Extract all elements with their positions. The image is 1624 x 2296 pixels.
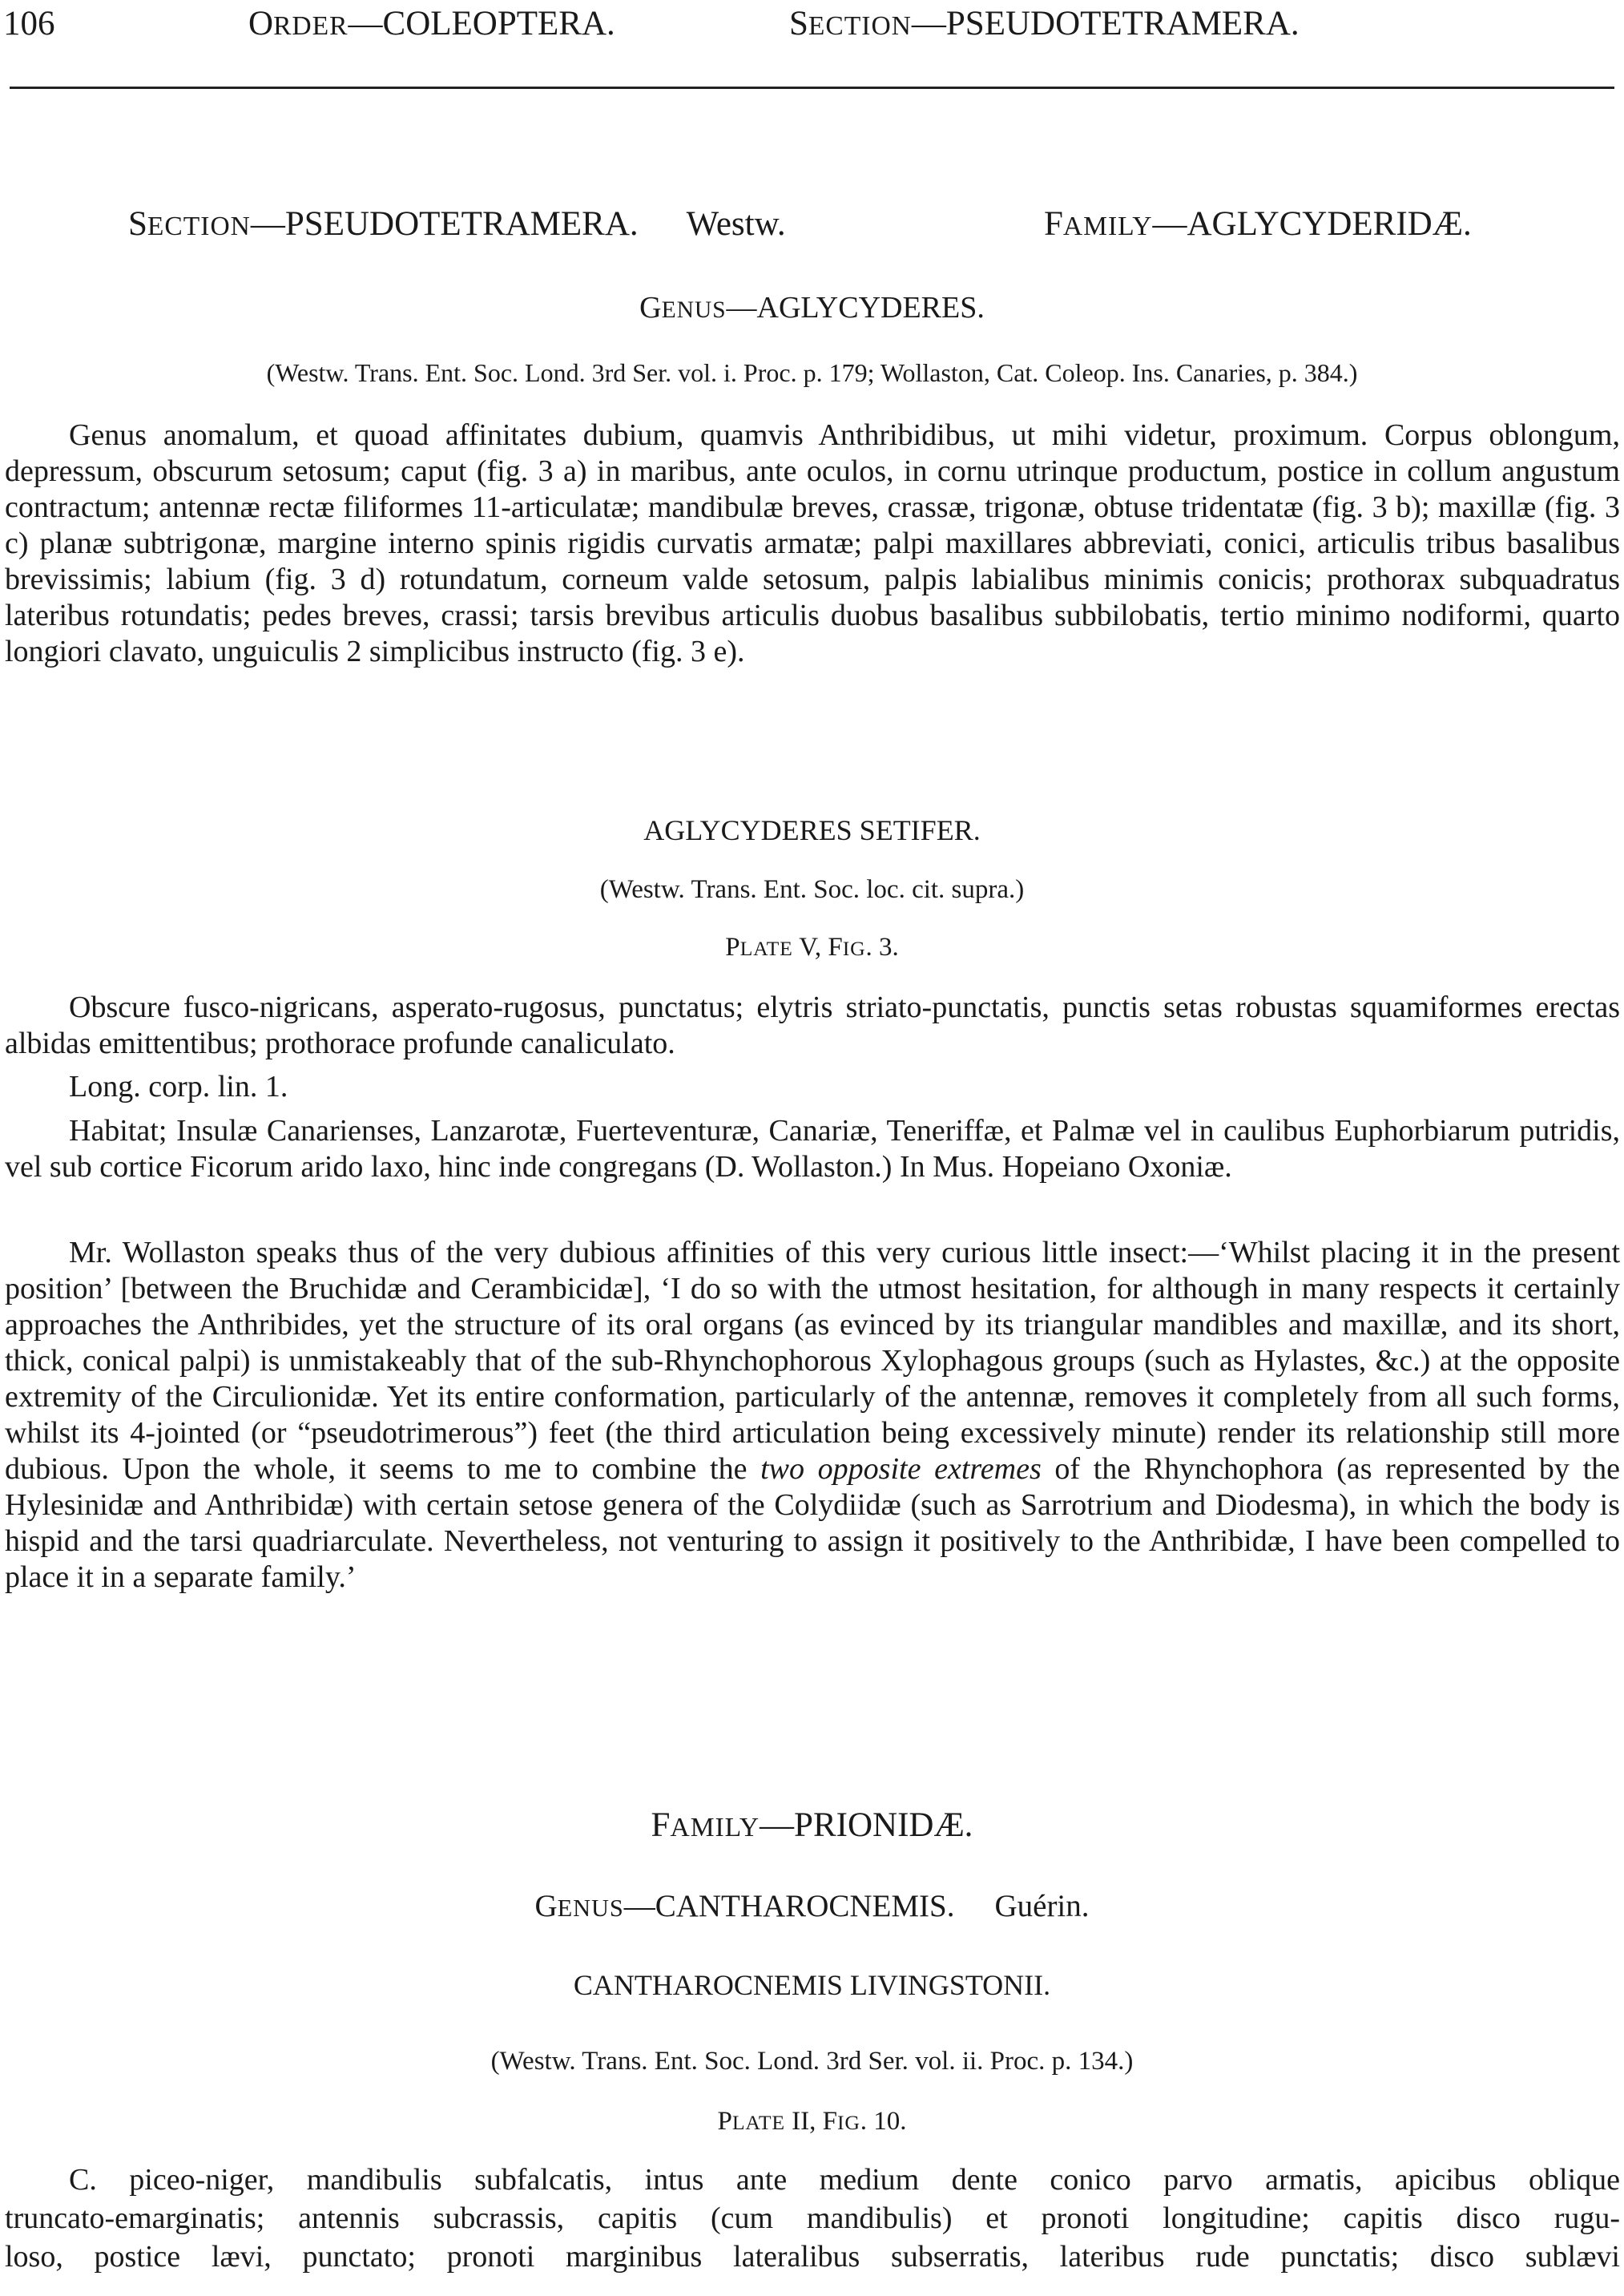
genus2-heading bbox=[0, 1886, 1624, 1928]
family-heading-small: AMILY bbox=[1062, 212, 1153, 241]
genus2-cap: G bbox=[534, 1889, 558, 1923]
family-heading bbox=[1044, 202, 1472, 249]
species2-plate bbox=[0, 2104, 1624, 2141]
fig2-cap: F bbox=[822, 2107, 837, 2136]
plate2-cap: P bbox=[717, 2107, 732, 2136]
species2-line1: C. piceo-niger, mandibulis subfalcatis, intus ante medium dente conico parvo armatis, apicibus oblique bbox=[69, 2163, 1620, 2197]
section-cap: S bbox=[789, 5, 808, 42]
running-head bbox=[0, 2, 1624, 46]
fig1-rest: . 3. bbox=[865, 933, 899, 962]
running-head-order bbox=[248, 2, 615, 49]
genus1-small: ENUS bbox=[661, 297, 727, 323]
fig1-cap: F bbox=[828, 933, 843, 962]
species2-line2: truncato-emarginatis; antennis subcrassis, capitis (cum mandibulis) et pronoti longitudine; capitis disco rugu- bbox=[5, 2201, 1620, 2235]
species1-name: AGLYCYDERES SETIFER. bbox=[643, 814, 981, 846]
remark-italic: two opposite extremes bbox=[760, 1452, 1042, 1486]
species2-line3: loso, postice lævi, punctato; pronoti marginibus lateralibus subserratis, lateribus rude punctatis; disco sublævi bbox=[5, 2240, 1620, 2274]
fig2-small: IG bbox=[836, 2111, 860, 2134]
plate1-small: LATE bbox=[739, 937, 793, 960]
plate1-cap: P bbox=[725, 933, 740, 962]
species1-plate bbox=[0, 930, 1624, 966]
running-head-section bbox=[789, 2, 1300, 49]
family2-small: AMILY bbox=[670, 1813, 760, 1842]
family2-heading bbox=[0, 1803, 1624, 1850]
species1-remark bbox=[5, 1235, 1620, 1596]
species1-length: Long. corp. lin. 1. bbox=[69, 1070, 288, 1104]
section-author: Westw. bbox=[686, 205, 786, 243]
page-number: 106 bbox=[3, 5, 55, 42]
fig1-small: IG bbox=[842, 937, 866, 960]
species2-name: CANTHAROCNEMIS LIVINGSTONII. bbox=[573, 1969, 1051, 2001]
section-heading-small: ECTION bbox=[147, 212, 251, 241]
section-heading bbox=[128, 202, 786, 249]
family2-cap: F bbox=[651, 1806, 671, 1844]
remark-part2: of the Rhynchophora (as represented by the Hylesinidæ and Anthribidæ) with certain setose genera of the Colydiidæ (such as Sarrotrium and Diodesma), in which the body is hispid and the tarsi quadriarculate. Nevertheless, not venturing to assign it positively to the Anthribidæ, I have been compelled to place it in a separate family.’ bbox=[5, 1452, 1620, 1594]
genus2-rest: —CANTHAROCNEMIS. bbox=[623, 1889, 955, 1923]
order-cap: O bbox=[248, 5, 274, 42]
genus2-author: Guérin. bbox=[994, 1889, 1090, 1923]
genus2-small: ENUS bbox=[557, 1895, 624, 1922]
genus1-reference: (Westw. Trans. Ent. Soc. Lond. 3rd Ser. vol. i. Proc. p. 179; Wollaston, Cat. Coleop. Ins. Canaries, p. 384.) bbox=[266, 358, 1358, 387]
family-heading-rest: —AGLYCYDERIDÆ. bbox=[1152, 205, 1472, 243]
plate1-mid: V, bbox=[792, 933, 828, 962]
section-heading-cap: S bbox=[128, 205, 147, 243]
section-heading-rest: —PSEUDOTETRAMERA. bbox=[250, 205, 639, 243]
order-small: RDER bbox=[273, 11, 349, 41]
species1-diagnosis: Obscure fusco-nigricans, asperato-rugosus, punctatus; elytris striato-punctatis, punctis setas robustas squamiformes erectas albidas emittentibus; prothorace profunde canaliculato. bbox=[5, 991, 1620, 1060]
genus1-cap: G bbox=[639, 291, 662, 325]
genus1-heading bbox=[0, 289, 1624, 329]
section-small: ECTION bbox=[808, 11, 912, 41]
genus1-description: Genus anomalum, et quoad affinitates dubium, quamvis Anthribidibus, ut mihi videtur, proximum. Corpus oblongum, depressum, obscurum setosum; caput (fig. 3 a) in maribus, ante oculos, in cornu utrinque productum, postice in collum angustum contractum; antennæ rectæ filiformes 11-articulatæ; mandibulæ breves, crassæ, trigonæ, obtuse tridentatæ (fig. 3 b); maxillæ (fig. 3 c) planæ subtrigonæ, margine interno spinis rigidis curvatis armatæ; palpi maxillares abbreviati, conici, articulis tribus basalibus brevissimis; labium (fig. 3 d) rotundatum, corneum valde setosum, palpis labialibus minimis conicis; prothorax subquadratus lateribus rotundatis; pedes breves, crassi; tarsis brevibus articulis duobus basalibus subbilobatis, tertio minimo nodiformi, quarto longiori clavato, unguiculis 2 simplicibus instructo (fig. 3 e). bbox=[5, 418, 1620, 668]
order-rest: —COLEOPTERA. bbox=[348, 5, 615, 42]
genus1-rest: —AGLYCYDERES. bbox=[726, 291, 985, 325]
section-rest: —PSEUDOTETRAMERA. bbox=[911, 5, 1300, 42]
plate2-mid: II, bbox=[784, 2107, 823, 2136]
species1-habitat: Habitat; Insulæ Canarienses, Lanzarotæ, Fuerteventuræ, Canariæ, Teneriffæ, et Palmæ vel in caulibus Euphorbiarum putridis, vel sub cortice Ficorum arido laxo, hinc inde congregans (D. Wollaston.) In Mus. Hopeiano Oxoniæ. bbox=[5, 1114, 1620, 1184]
remark-part1: Mr. Wollaston speaks thus of the very dubious affinities of this very curious little insect:—‘Whilst placing it in the present position’ [between the Bruchidæ and Cerambicidæ], ‘I do so with the utmost hesitation, for although in many respects it certainly approaches the Anthribides, yet the structure of its oral organs (as evinced by its triangular mandibles and maxillæ, and its short, thick, conical palpi) is unmistakeably that of the sub-Rhynchophorous Xylophagous groups (such as Hylastes, &c.) at the opposite extremity of the Circulionidæ. Yet its entire conformation, particularly of the antennæ, removes it completely from all such forms, whilst its 4-jointed (or “pseudotrimerous”) feet (the third articulation being excessively minute) render its relationship still more dubious. Upon the whole, it seems to me to combine the bbox=[5, 1236, 1620, 1486]
species2-reference: (Westw. Trans. Ent. Soc. Lond. 3rd Ser. vol. ii. Proc. p. 134.) bbox=[490, 2047, 1134, 2076]
plate2-small: LATE bbox=[731, 2111, 785, 2134]
family-heading-cap: F bbox=[1044, 205, 1063, 243]
header-rule bbox=[10, 87, 1614, 89]
species1-reference: (Westw. Trans. Ent. Soc. loc. cit. supra.) bbox=[599, 875, 1025, 904]
fig2-rest: . 10. bbox=[860, 2107, 907, 2136]
family2-rest: —PRIONIDÆ. bbox=[760, 1806, 973, 1844]
